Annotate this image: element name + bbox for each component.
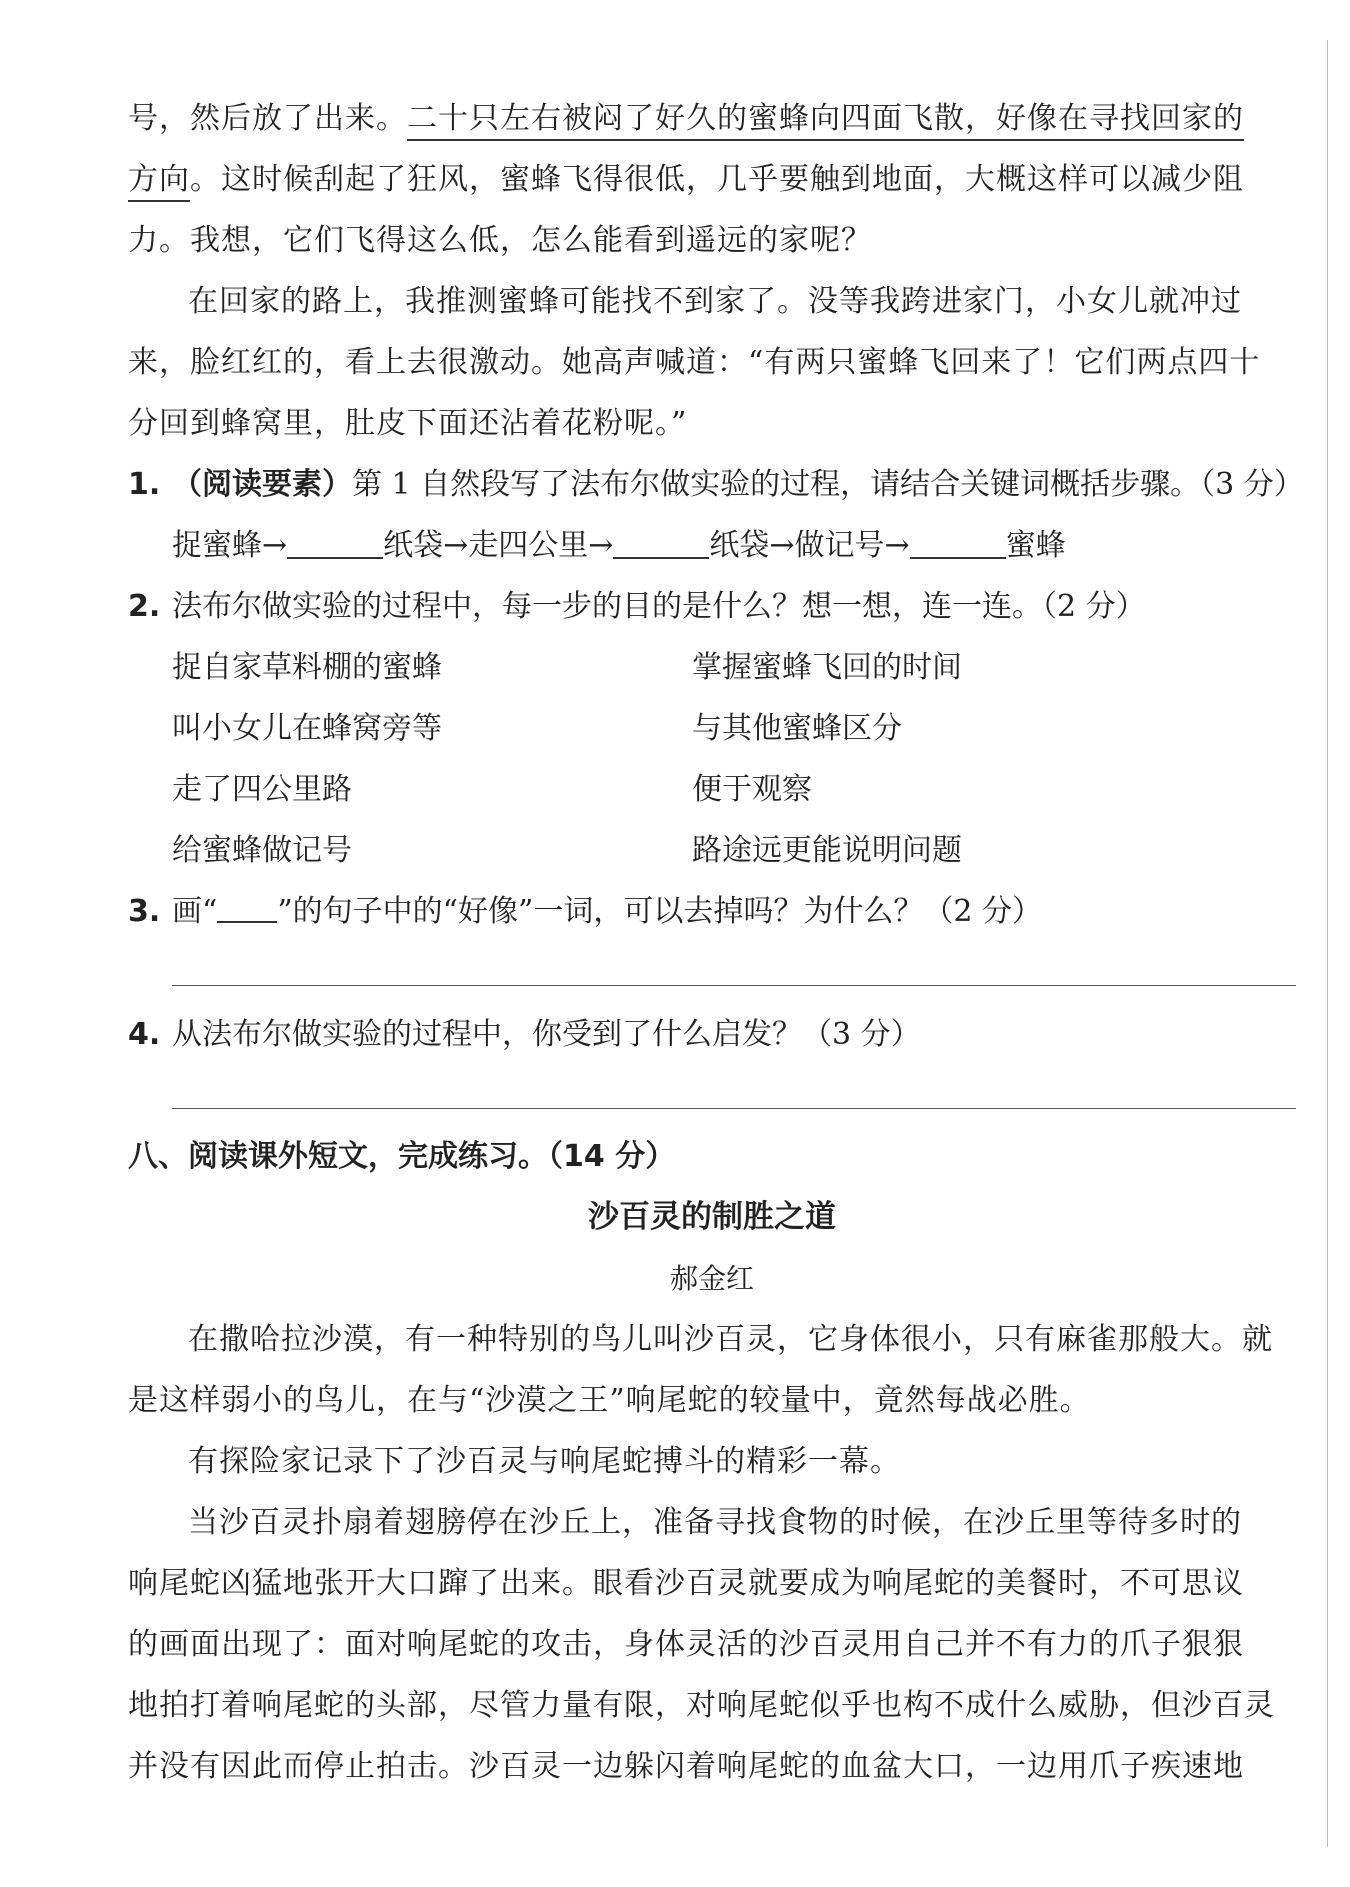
passage-line: 来，脸红红的，看上去很激动。她高声喊道：“有两只蜜蜂飞回来了！它们两点四十 bbox=[128, 345, 1261, 380]
passage-line: 在回家的路上，我推测蜜蜂可能找不到家了。没等我跨进家门，小女儿就冲过 bbox=[188, 284, 1242, 319]
question-1 bbox=[128, 454, 1304, 576]
match-left-item[interactable]: 叫小女儿在蜂窝旁等 bbox=[172, 711, 442, 746]
fill-blank[interactable] bbox=[287, 527, 383, 559]
question-4 bbox=[128, 1004, 1296, 1065]
passage-line: 号，然后放了出来。二十只左右被闷了好久的蜜蜂向四面飞散，好像在寻找回家的 bbox=[128, 88, 1296, 149]
article-line: 的画面出现了：面对响尾蛇的攻击，身体灵活的沙百灵用自己并不有力的爪子狠狠 bbox=[128, 1627, 1244, 1662]
question-number: 1. bbox=[128, 467, 161, 502]
underline-marker bbox=[217, 893, 277, 923]
article-body bbox=[128, 1309, 1296, 1797]
article-line: 是这样弱小的鸟儿，在与“沙漠之王”响尾蛇的较量中，竟然每战必胜。 bbox=[128, 1383, 1091, 1418]
article-title: 沙百灵的制胜之道 bbox=[588, 1199, 836, 1235]
question-text: 法布尔做实验的过程中，每一步的目的是什么？想一想，连一连。（2 分） bbox=[172, 589, 1146, 624]
match-row bbox=[128, 759, 1296, 820]
article-line: 有探险家记录下了沙百灵与响尾蛇搏斗的精彩一幕。 bbox=[188, 1444, 901, 1479]
answer-line[interactable] bbox=[172, 1108, 1296, 1109]
step-sequence: 捉蜜蜂→ 纸袋→走四公里→ 纸袋→做记号→ 蜜蜂 bbox=[172, 528, 1066, 563]
article-line: 响尾蛇凶猛地张开大口蹿了出来。眼看沙百灵就要成为响尾蛇的美餐时，不可思议 bbox=[128, 1566, 1244, 1601]
article-line: 并没有因此而停止拍击。沙百灵一边躲闪着响尾蛇的血盆大口，一边用爪子疾速地 bbox=[128, 1749, 1244, 1784]
question-2 bbox=[128, 576, 1296, 881]
fill-blank[interactable] bbox=[613, 527, 709, 559]
passage-line: 力。我想，它们飞得这么低，怎么能看到遥远的家呢？ bbox=[128, 223, 872, 258]
question-number: 4. bbox=[128, 1017, 161, 1052]
match-right-item[interactable]: 便于观察 bbox=[692, 772, 812, 807]
question-3: 3. 画“ ”的句子中的“好像”一词，可以去掉吗？为什么？（2 分） bbox=[128, 881, 1296, 942]
article-line: 地拍打着响尾蛇的头部，尽管力量有限，对响尾蛇似乎也构不成什么威胁，但沙百灵 bbox=[128, 1688, 1275, 1723]
match-row bbox=[128, 698, 1296, 759]
article-author: 郝金红 bbox=[669, 1262, 754, 1295]
section-heading: 八、阅读课外短文，完成练习。（14 分） bbox=[128, 1139, 676, 1174]
match-row bbox=[128, 820, 1296, 881]
underlined-sentence: 方向 bbox=[128, 162, 190, 202]
match-right-item[interactable]: 掌握蜜蜂飞回的时间 bbox=[692, 650, 962, 685]
passage-line: 方向。这时候刮起了狂风，蜜蜂飞得很低，几乎要触到地面，大概这样可以减少阻 bbox=[128, 149, 1296, 210]
match-right-item[interactable]: 与其他蜜蜂区分 bbox=[692, 711, 902, 746]
passage-line: 分回到蜂窝里，肚皮下面还沾着花粉呢。” bbox=[128, 406, 688, 441]
article-line: 在撒哈拉沙漠，有一种特别的鸟儿叫沙百灵，它身体很小，只有麻雀那般大。就 bbox=[188, 1322, 1273, 1357]
passage-top bbox=[128, 88, 1296, 454]
question-text: 从法布尔做实验的过程中，你受到了什么启发？（3 分） bbox=[172, 1017, 921, 1052]
match-left-item[interactable]: 给蜜蜂做记号 bbox=[172, 833, 352, 868]
question-number: 2. bbox=[128, 589, 161, 624]
underlined-sentence: 二十只左右被闷了好久的蜜蜂向四面飞散，好像在寻找回家的 bbox=[407, 101, 1244, 141]
question-tag: （阅读要素） bbox=[172, 467, 352, 502]
match-left-item[interactable]: 走了四公里路 bbox=[172, 772, 352, 807]
question-number: 3. bbox=[128, 894, 161, 929]
match-right-item[interactable]: 路途远更能说明问题 bbox=[692, 833, 962, 868]
answer-line[interactable] bbox=[172, 985, 1296, 986]
match-row bbox=[128, 637, 1296, 698]
article-line: 当沙百灵扑扇着翅膀停在沙丘上，准备寻找食物的时候，在沙丘里等待多时的 bbox=[188, 1505, 1242, 1540]
page-edge-rule bbox=[1327, 40, 1328, 1847]
section-8 bbox=[128, 1126, 1296, 1797]
match-left-item[interactable]: 捉自家草料棚的蜜蜂 bbox=[172, 650, 442, 685]
question-text: 第 1 自然段写了法布尔做实验的过程，请结合关键词概括步骤。（3 分） bbox=[352, 467, 1304, 502]
fill-blank[interactable] bbox=[910, 527, 1006, 559]
